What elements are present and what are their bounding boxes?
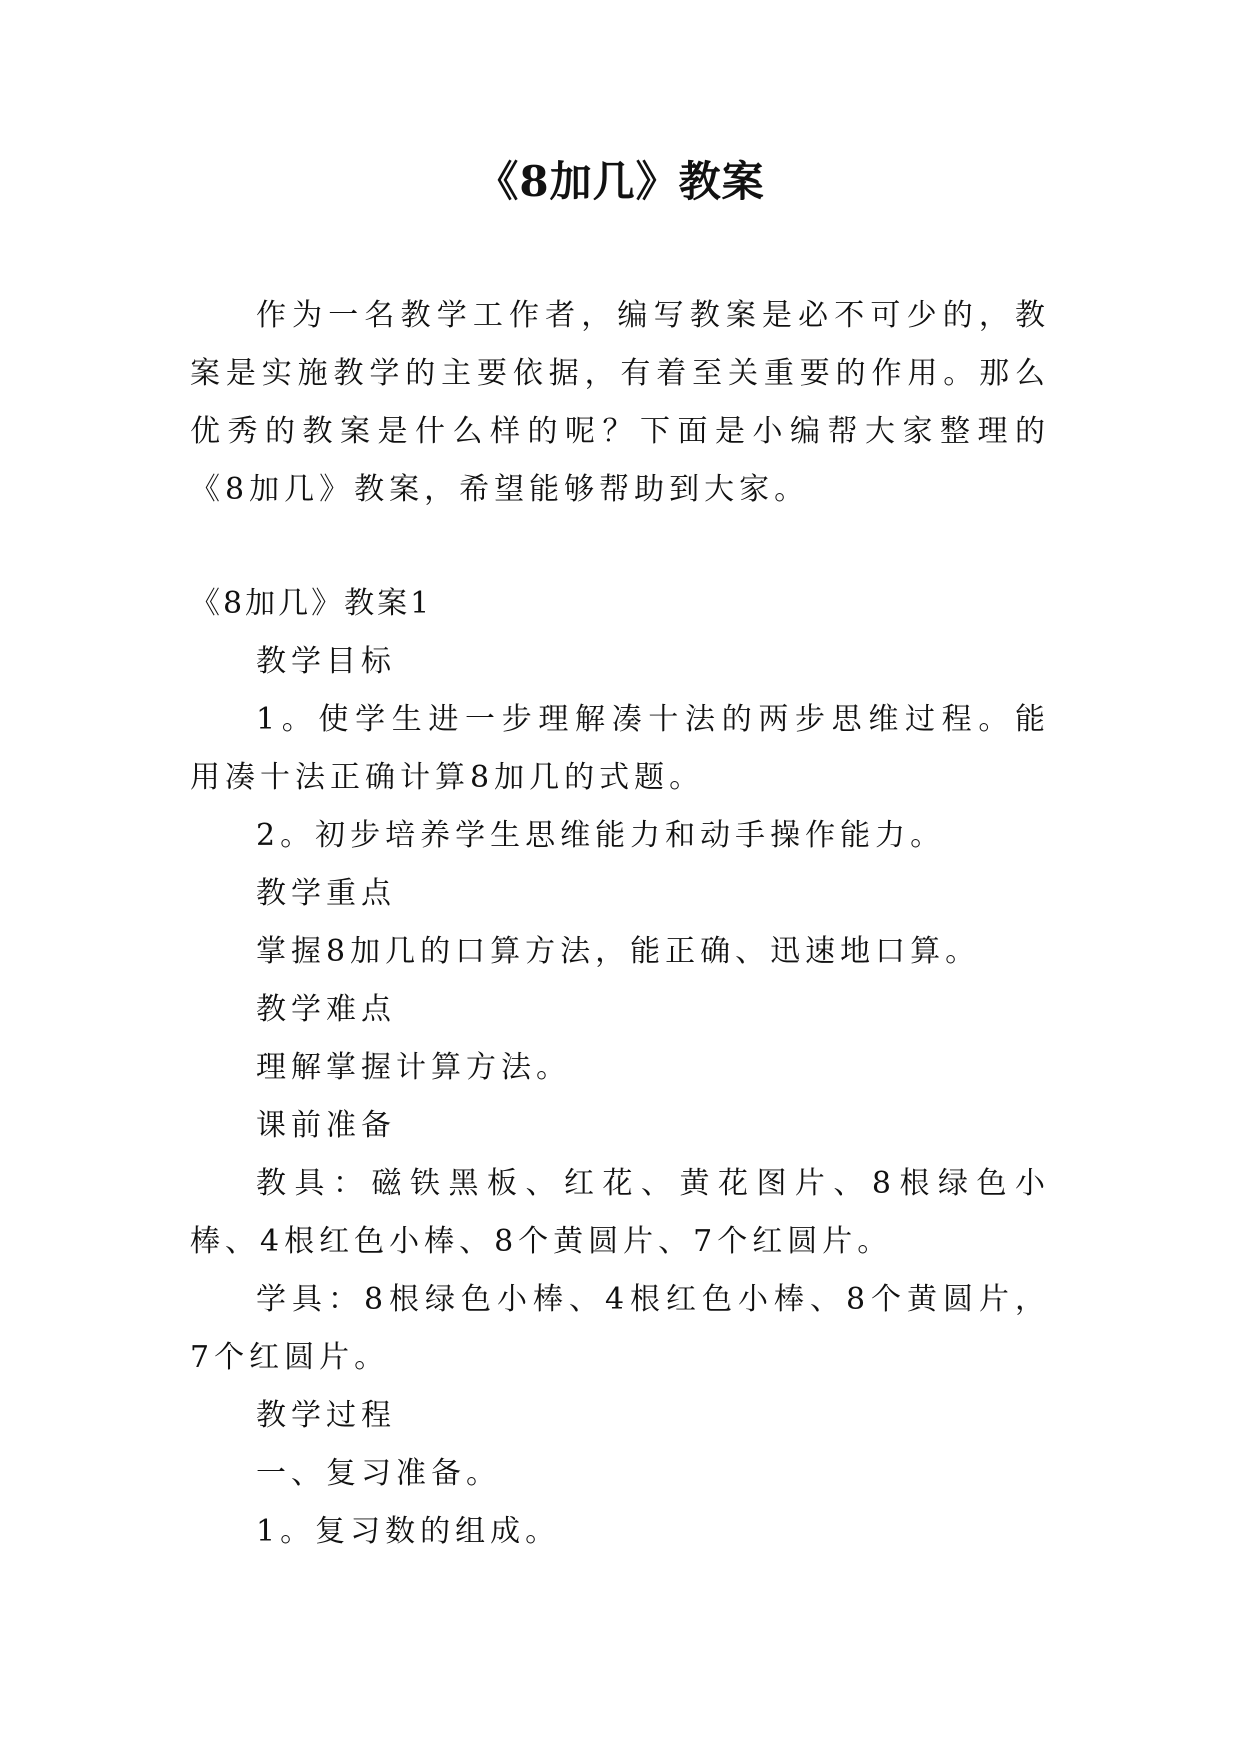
intro-paragraph: 作为一名教学工作者，编写教案是必不可少的，教案是实施教学的主要依据，有着至关重要的作用。那么优秀的教案是什么样的呢？下面是小编帮大家整理的《8加几》教案，希望能够帮助到大家。 (190, 298, 1050, 507)
heading-teaching-focus: 教学重点 (256, 876, 396, 911)
student-materials: 学具：8根绿色小棒、4根红色小棒、8个黄圆片，7个红圆片。 (190, 1282, 1050, 1375)
difficulty-text: 理解掌握计算方法。 (256, 1050, 571, 1085)
heading-teaching-difficulty: 教学难点 (256, 992, 396, 1027)
teacher-materials: 教具：磁铁黑板、红花、黄花图片、8根绿色小棒、4根红色小棒、8个黄圆片、7个红圆片。 (190, 1166, 1050, 1259)
focus-text: 掌握8加几的口算方法，能正确、迅速地口算。 (256, 934, 981, 969)
section-title: 《8加几》教案1 (190, 586, 433, 621)
goal-item-2: 2。初步培养学生思维能力和动手操作能力。 (256, 818, 946, 853)
process-substep-1: 1。复习数的组成。 (256, 1514, 561, 1549)
goal-item-1: 1。使学生进一步理解凑十法的两步思维过程。能用凑十法正确计算8加几的式题。 (190, 702, 1050, 795)
lesson-content (190, 633, 1050, 1561)
process-step-review: 一、复习准备。 (256, 1456, 501, 1491)
heading-teaching-process: 教学过程 (256, 1398, 396, 1433)
heading-teaching-goals: 教学目标 (256, 644, 396, 679)
document-title: 《8加几》教案 (476, 157, 765, 206)
heading-preparation: 课前准备 (256, 1108, 396, 1143)
